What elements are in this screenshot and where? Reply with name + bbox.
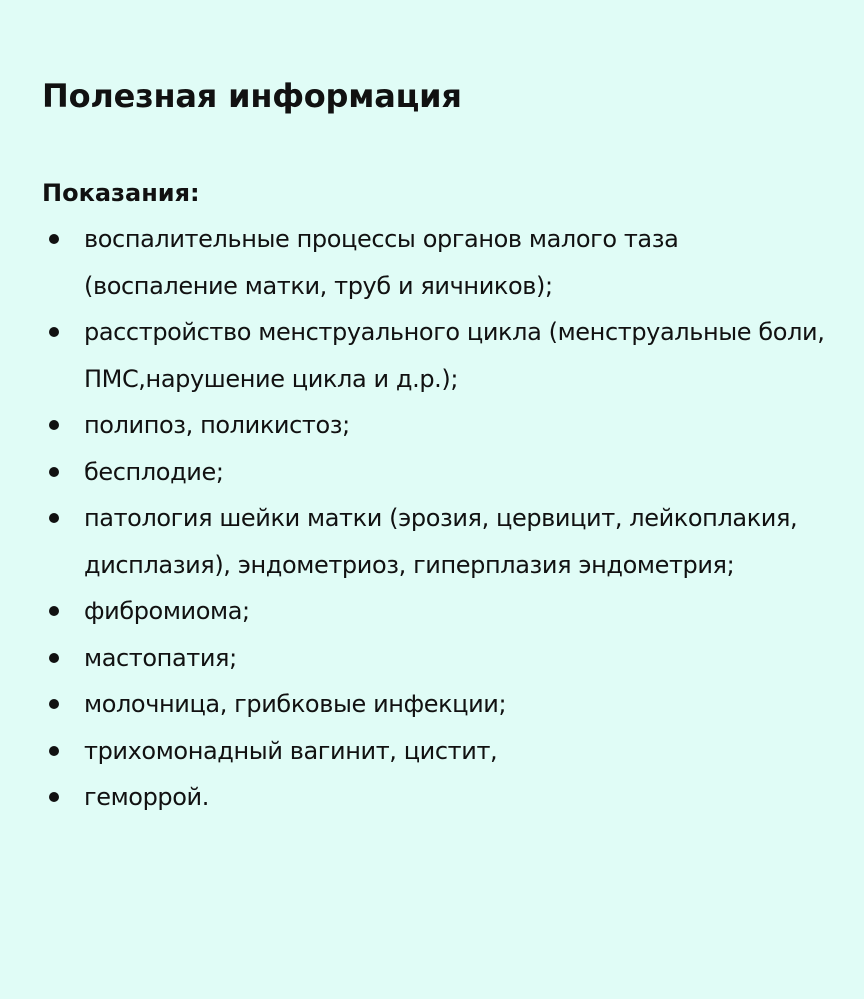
indications-list [42,216,864,821]
list-item-text: геморрой. [84,783,209,811]
list-item [42,774,864,821]
list-item-text: патология шейки матки (эрозия, цервицит, лейкоплакия, дисплазия), эндометриоз, гиперплазия эндометрия; [84,504,798,579]
bullet-icon [49,699,59,709]
indications-heading: Показания: [42,179,200,207]
list-item [42,635,864,682]
bullet-icon [49,792,59,802]
list-item-text: фибромиома; [84,597,250,625]
bullet-icon [49,653,59,663]
bullet-icon [49,327,59,337]
list-item [42,495,864,588]
list-item-text: бесплодие; [84,457,224,486]
bullet-icon [49,513,59,523]
list-item [42,216,864,309]
list-item-text: полипоз, поликистоз; [84,411,350,439]
list-item [42,681,864,728]
bullet-icon [49,606,59,616]
list-item-text: воспалительные процессы органов малого таза (воспаление матки, труб и яичников); [84,225,679,300]
bullet-icon [49,420,59,430]
list-item [42,449,864,496]
list-item [42,402,864,449]
list-item [42,588,864,635]
bullet-icon [49,234,59,244]
bullet-icon [49,746,59,756]
list-item-text: трихомонадный вагинит, цистит, [84,736,498,765]
list-item [42,309,864,402]
bullet-icon [49,467,59,477]
list-item-text: мастопатия; [84,643,237,672]
list-item-text: расстройство менструального цикла (менструальные боли, ПМС,нарушение цикла и д.р.); [84,318,825,393]
page-title: Полезная информация [42,77,462,115]
list-item-text: молочница, грибковые инфекции; [84,690,507,718]
list-item [42,728,864,775]
